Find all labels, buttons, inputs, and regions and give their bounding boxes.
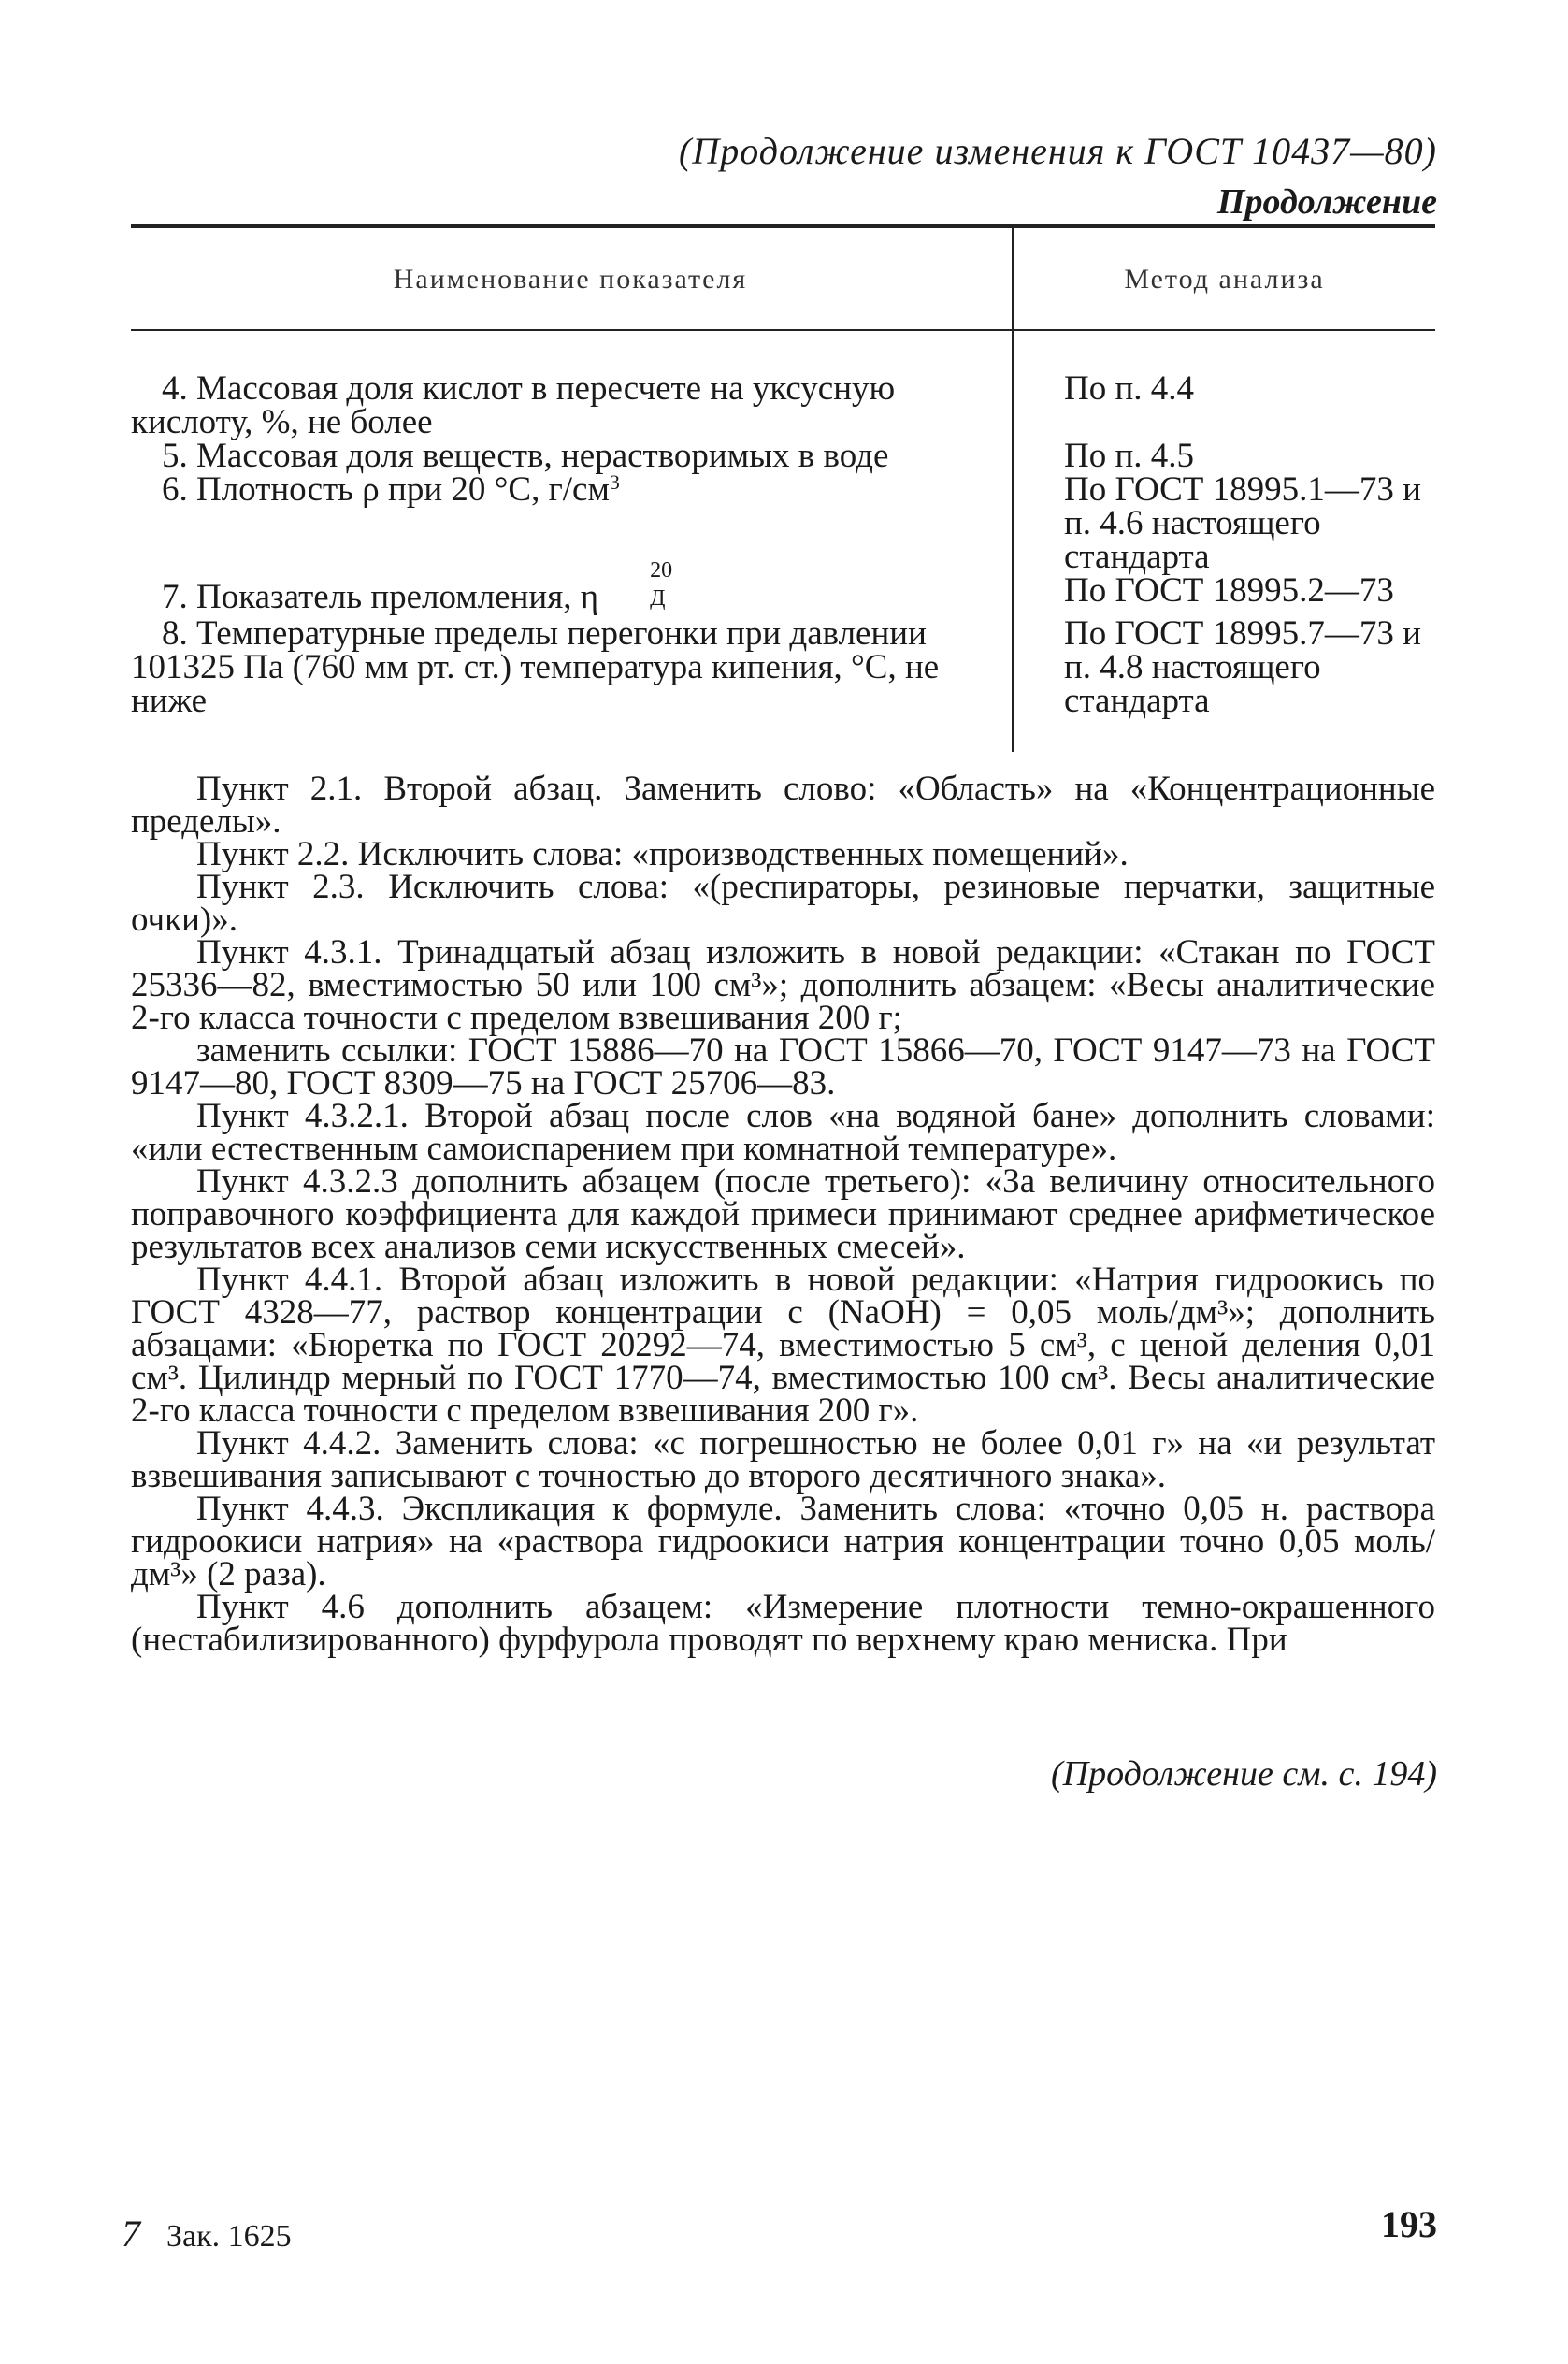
- continuation-footer: (Продолжение см. с. 194): [1050, 1754, 1437, 1794]
- print-signature: 7 Зак. 1625: [122, 2213, 292, 2255]
- paragraph: Пункт 2.1. Второй абзац. Заменить слово: «Область» на «Концентрационные пределы».: [131, 770, 1435, 841]
- paragraph: Пункт 2.3. Исключить слова: «(респираторы, резиновые перчатки, защитные очки)».: [131, 868, 1435, 939]
- table-row-name: 4. Массовая доля кислот в пересчете на уксусную кислоту, %, не более: [131, 369, 896, 441]
- refraction-index-symbol: 20 Д: [650, 558, 673, 611]
- paragraph: Пункт 4.3.1. Тринадцатый абзац изложить в новой редакции: «Стакан по ГОСТ 25336—82, вместимостью 50 или 100 см³»; дополнить абзацем: «Весы аналитические 2-го класса точности с пределом взвешивания 200 г;: [131, 933, 1435, 1037]
- table-top-rule: [131, 224, 1435, 228]
- paragraph: Пункт 4.3.2.1. Второй абзац после слов «на водяной бане» дополнить словами: «или естественным самоиспарением при комнатной температуре».: [131, 1097, 1435, 1168]
- paragraph: Пункт 2.2. Исключить слова: «производственных помещений».: [196, 835, 1129, 873]
- paragraph: Пункт 4.4.1. Второй абзац изложить в новой редакции: «Натрия гидроокись по ГОСТ 4328—77, раствор концентрации с (NaOH) = 0,05 моль/дм³»; дополнить абзацами: «Бюретка по ГОСТ 20292—74, вместимостью 5 см³, с ценой деления 0,01 см³. Цилиндр мерный по ГОСТ 1770—74, вместимостью 100 см³. Весы аналитические 2-го класса точности с пределом взвешивания 200 г».: [131, 1261, 1435, 1430]
- paragraph: заменить ссылки: ГОСТ 15886—70 на ГОСТ 15866—70, ГОСТ 9147—73 на ГОСТ 9147—80, ГОСТ 8309—75 на ГОСТ 25706—83.: [131, 1031, 1435, 1103]
- paragraph: Пункт 4.4.3. Экспликация к формуле. Заменить слова: «точно 0,05 н. раствора гидроокиси натрия» на «раствора гидроокиси натрия концентрации точно 0,05 моль/дм³» (2 раза).: [131, 1490, 1435, 1593]
- table-column-divider: [1012, 226, 1014, 752]
- column-header-name: Наименование показателя: [393, 264, 748, 295]
- paragraph: Пункт 4.4.2. Заменить слова: «с погрешностью не более 0,01 г» на «и результат взвешивания записывают с точностью до второго десятичного знака».: [131, 1424, 1435, 1495]
- paragraph: Пункт 4.6 дополнить абзацем: «Измерение плотности темно-окрашенного (нестабилизированного) фурфурола проводят по верхнему краю мениска. При: [131, 1588, 1435, 1659]
- table-row-method: По п. 4.4: [1064, 369, 1195, 408]
- table-row-method: По ГОСТ 18995.1—73 и п. 4.6 настоящего стандарта: [1064, 470, 1421, 576]
- paragraph: Пункт 4.3.2.3 дополнить абзацем (после третьего): «За величину относительного поправочного коэффициента для каждой примеси принимают среднее арифметическое результатов всех анализов семи искусственных смесей».: [131, 1162, 1435, 1266]
- table-row-name: 7. Показатель преломления, η 20 Д: [162, 558, 673, 616]
- table-row-name: 5. Массовая доля веществ, нерастворимых в воде: [162, 437, 889, 475]
- table-row-method: По ГОСТ 18995.7—73 и п. 4.8 настоящего стандарта: [1064, 614, 1421, 720]
- continuation-header: (Продолжение изменения к ГОСТ 10437—80): [679, 130, 1437, 172]
- table-row-name: 8. Температурные пределы перегонки при давлении 101325 Па (760 мм рт. ст.) температура кипения, °С, не ниже: [131, 614, 940, 720]
- table-row-name: 6. Плотность ρ при 20 °С, $г/см^3$: [162, 470, 620, 509]
- continuation-label: Продолжение: [1216, 182, 1437, 222]
- table-header-rule: [131, 329, 1435, 331]
- page-number: 193: [1381, 2203, 1437, 2245]
- table-row-method: По п. 4.5: [1064, 437, 1195, 475]
- table-row-method: По ГОСТ 18995.2—73: [1064, 571, 1394, 610]
- column-header-method: Метод анализа: [1124, 264, 1325, 295]
- amendments-text: [131, 770, 1435, 1659]
